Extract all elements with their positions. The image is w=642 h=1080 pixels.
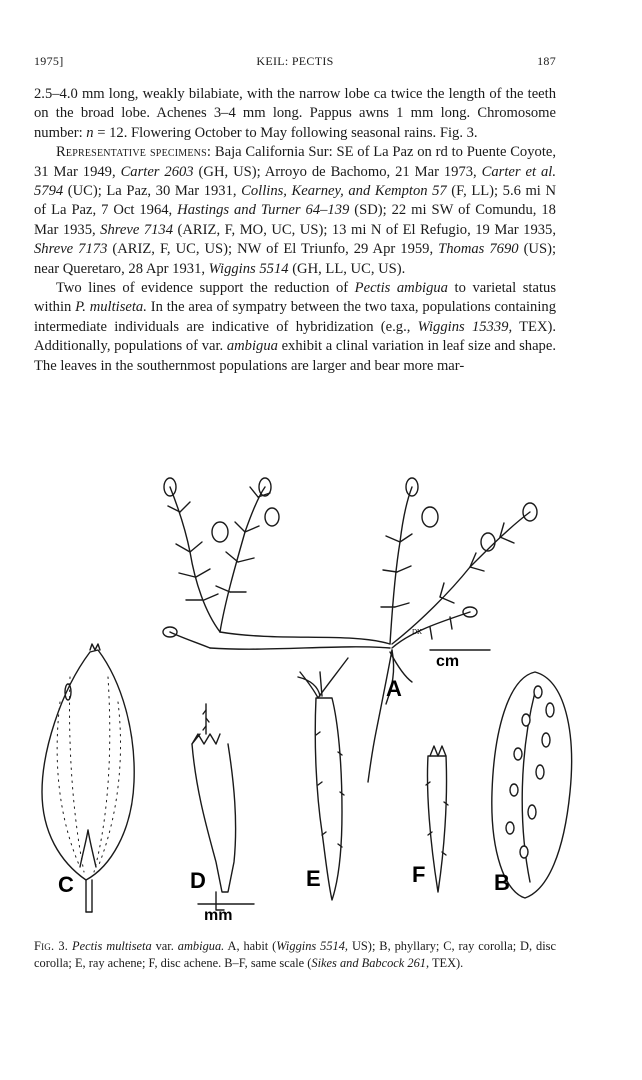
text-span: 2.5–4.0 mm long, weakly bilabiate, with the narrow lobe ca twice the length of the teeth on the broad lobe. Achenes 3–4 mm long. Pappus awns 1 mm long. Chromosome number: (34, 86, 556, 141)
collector-citation: Carter 2603 (120, 163, 194, 180)
text-span: (ARIZ, F, MO, UC, US); 13 mi N of El Refugio, 19 Mar 1935, (173, 221, 556, 238)
caption-species: Pectis multiseta (72, 939, 152, 953)
text-span: to varietal status within (34, 280, 556, 316)
collector-citation: Wiggins 5514 (208, 260, 289, 277)
disc-achene-drawing (426, 746, 448, 892)
running-head-title: KEIL: PECTIS (256, 54, 334, 68)
botanical-illustration (20, 472, 580, 932)
collector-citation: Carter et al. 5794 (34, 163, 556, 200)
italic-n: n (86, 124, 94, 141)
text-span: = 12. Flowering October to May following seasonal rains. Fig. 3. (93, 124, 478, 141)
figure-label-f: F (412, 862, 426, 887)
text-span: (F, LL); 5.6 mi N of La Paz, 7 Oct 1964, (34, 183, 556, 219)
text-span: (ARIZ, F, UC, US); NW of El Triunfo, 29 Apr 1959, (107, 241, 439, 258)
figure-caption (34, 938, 556, 972)
scale-label-cm: cm (436, 653, 460, 670)
text-span: (SD); 22 mi SW of Comundu, 18 Mar 1935, (34, 202, 556, 238)
collector-citation: Wiggins 15339, (417, 318, 513, 335)
taxon-name: Pectis ambigua (354, 280, 448, 297)
text-span: (GH, LL, UC, US). (288, 260, 406, 277)
figure-3 (20, 472, 580, 932)
figure-label-c: C (58, 872, 74, 897)
caption-variety: ambigua. (177, 939, 225, 953)
collector-citation: Hastings and Turner 64–139 (177, 202, 350, 219)
running-head (34, 54, 556, 72)
collector-citation: Thomas 7690 (438, 241, 519, 258)
body-text (34, 85, 556, 376)
collector-citation: Collins, Kearney, and Kempton 57 (241, 183, 447, 200)
text-span: Two lines of evidence support the reduction of (56, 280, 355, 297)
paragraph-discussion (34, 279, 556, 376)
text-span: (GH, US); Arroyo de Bachomo, 21 Mar 1973, (193, 163, 482, 180)
text-span: var. (151, 939, 178, 953)
paragraph-specimens (34, 143, 556, 279)
caption-label: Fig. 3. (34, 939, 69, 953)
taxon-name: P. multiseta. (75, 299, 147, 316)
figure-label-a: A (386, 676, 402, 701)
specimens-heading: Representative specimens: (56, 144, 212, 161)
collector-citation: Shreve 7134 (100, 221, 174, 238)
text-span: TEX). (429, 956, 464, 970)
running-head-year: 1975] (34, 54, 64, 68)
text-span: A, habit ( (224, 939, 277, 953)
text-span: TEX). Additionally, populations of var. (34, 318, 557, 355)
ray-achene-drawing (298, 658, 348, 900)
caption-specimen: Sikes and Babcock 261, (311, 956, 430, 970)
text-span: (US); near Queretaro, 28 Apr 1931, (34, 241, 557, 277)
paragraph-description (34, 85, 556, 143)
figure-label-d: D (190, 868, 206, 893)
scale-label-mm: mm (204, 907, 233, 924)
figure-label-e: E (306, 866, 321, 891)
text-span: In the area of sympatry between the two taxa, populations containing intermediate individuals are indicative of hybridization (e.g., (34, 299, 556, 335)
taxon-name: ambigua (226, 338, 278, 355)
caption-specimen: Wiggins 5514, (276, 939, 349, 953)
text-span: Baja California Sur: SE of La Paz on rd to Puente Coyote, 31 Mar 1949, (34, 144, 557, 180)
page-number: 187 (537, 54, 556, 68)
figure-label-b: B (494, 870, 510, 895)
collector-citation: Shreve 7173 (34, 241, 108, 258)
ray-corolla-drawing (42, 644, 134, 912)
text-span: US); B, phyllary; C, ray corolla; D, disc corolla; E, ray achene; F, disc achene. B–F, same scale ( (34, 939, 556, 970)
text-span: (UC); La Paz, 30 Mar 1931, (63, 183, 242, 200)
phyllary-drawing (492, 672, 572, 898)
artist-initials: DK (412, 628, 423, 636)
text-span: exhibit a clinal variation in leaf size and shape. The leaves in the southernmost populations are larger and bear more mar- (34, 338, 556, 374)
